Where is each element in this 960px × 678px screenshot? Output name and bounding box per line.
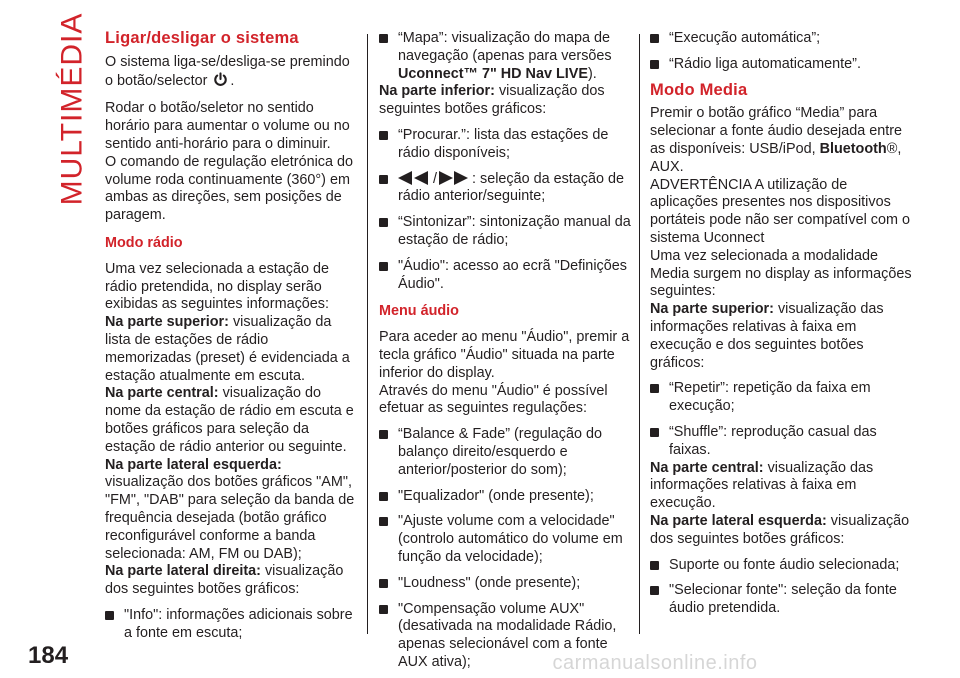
square-bullet-icon <box>650 384 659 393</box>
list-item: / : seleção da estação de rádio anterior/seguinte; <box>379 171 631 207</box>
square-bullet-icon <box>379 605 388 614</box>
square-bullet-icon <box>379 517 388 526</box>
square-bullet-icon <box>379 579 388 588</box>
list-item: “Execução automática”; <box>650 30 912 48</box>
list-item: "Ajuste volume com a velocidade" (controlo automático do volume em função da velocidade); <box>379 513 631 566</box>
heading-ligar-desligar: Ligar/desligar o sistema <box>105 29 299 47</box>
next-station-icon <box>437 171 469 185</box>
list-item: "Equalizador" (onde presente); <box>379 488 631 506</box>
column-1 <box>105 30 355 647</box>
section-title-vertical: MULTIMÉDIA <box>55 12 89 206</box>
square-bullet-icon <box>650 34 659 43</box>
paragraph-menu-access: Para aceder ao menu "Áudio", premir a tecla gráfico "Áudio" situada na parte inferior do display. <box>379 329 630 381</box>
radio-left-info: Na parte lateral esquerda: visualização dos botões gráficos "AM", "FM", "DAB" para seleção da banda de frequência desejada (botão gráfico reconfigurável conforme a banda selecionada: AM, FM ou DAB); <box>105 456 355 562</box>
radio-center-info: Na parte central: visualização do nome da estação de rádio em escuta e botões gráficos para seleção da estação de rádio anterior ou seguinte. <box>105 385 354 455</box>
column-3 <box>650 30 912 622</box>
column-2 <box>379 30 631 676</box>
list-item: "Info": informações adicionais sobre a fonte em escuta; <box>105 607 355 643</box>
radio-top-info: Na parte superior: visualização da lista de estações de rádio memorizadas (preset) é evidenciada a estação atualmente em escuta. <box>105 314 350 384</box>
square-bullet-icon <box>650 586 659 595</box>
paragraph-volume: Rodar o botão/seletor no sentido horário para aumentar o volume ou no sentido anti-horário para o diminuir. <box>105 100 350 152</box>
media-center-info: Na parte central: visualização das informações relativas à faixa em execução. <box>650 459 874 512</box>
list-item: “Rádio liga automaticamente”. <box>650 56 912 74</box>
paragraph-media-warning: ADVERTÊNCIA A utilização de aplicações presentes nos dispositivos portáteis pode não ser compatível com o sistema Uconnect <box>650 176 910 246</box>
square-bullet-icon <box>105 611 114 620</box>
list-item: "Áudio": acesso ao ecrã "Definições Áudio". <box>379 258 631 294</box>
list-item: Suporte ou fonte áudio selecionada; <box>650 557 912 575</box>
list-item: “Shuffle”: reprodução casual das faixas. <box>650 424 912 460</box>
square-bullet-icon <box>379 131 388 140</box>
paragraph-power: O sistema liga-se/desliga-se premindo o botão/selector . <box>105 54 355 93</box>
square-bullet-icon <box>379 492 388 501</box>
power-icon <box>213 72 228 93</box>
previous-station-icon <box>398 171 430 185</box>
square-bullet-icon <box>379 218 388 227</box>
list-item: "Selecionar fonte": seleção da fonte áudio pretendida. <box>650 582 912 618</box>
heading-modo-media: Modo Media <box>650 80 748 99</box>
heading-menu-audio: Menu áudio <box>379 303 459 320</box>
square-bullet-icon <box>379 430 388 439</box>
square-bullet-icon <box>379 175 388 184</box>
list-item: "Compensação volume AUX" (desativada na modalidade Rádio, apenas selecionável com a fonte AUX ativa); <box>379 601 631 672</box>
radio-right-info: Na parte lateral direita: visualização dos seguintes botões gráficos: <box>105 563 344 598</box>
media-top-info: Na parte superior: visualização das informações relativas à faixa em execução e dos seguintes botões gráficos: <box>650 301 884 371</box>
column-divider-1 <box>367 34 368 634</box>
list-item: “Balance & Fade” (regulação do balanço direito/esquerdo e anterior/posterior do som); <box>379 426 631 479</box>
media-left-info: Na parte lateral esquerda: visualização dos seguintes botões gráficos: <box>650 512 910 547</box>
paragraph-volume-control: O comando de regulação eletrónica do volume roda continuamente (360°) em ambas as direções, sem posições de paragem. <box>105 153 353 224</box>
square-bullet-icon <box>379 34 388 43</box>
square-bullet-icon <box>650 60 659 69</box>
column-divider-2 <box>639 34 640 634</box>
paragraph-menu-options: Através do menu "Áudio" é possível efetuar as seguintes regulações: <box>379 382 608 417</box>
footer-watermark: carmanualsonline.info <box>552 652 758 674</box>
radio-bottom-info: Na parte inferior: visualização dos seguintes botões gráficos: <box>379 83 605 118</box>
square-bullet-icon <box>650 561 659 570</box>
square-bullet-icon <box>379 262 388 271</box>
list-item: "Loudness" (onde presente); <box>379 575 631 593</box>
list-item: “Procurar.”: lista das estações de rádio disponíveis; <box>379 127 631 163</box>
list-item: “Repetir”: repetição da faixa em execução; <box>650 380 912 416</box>
list-item: “Sintonizar”: sintonização manual da estação de rádio; <box>379 214 631 250</box>
paragraph-media-info: Uma vez selecionada a modalidade Media surgem no display as informações seguintes: <box>650 247 912 300</box>
square-bullet-icon <box>650 428 659 437</box>
paragraph-media-select: Premir o botão gráfico “Media” para selecionar a fonte áudio desejada entre as disponíveis: USB/iPod, Bluetooth®, AUX. <box>650 105 903 175</box>
section-side-label <box>52 12 92 206</box>
list-item: “Mapa”: visualização do mapa de navegação (apenas para versões Uconnect™ 7" HD Nav LIVE). <box>379 30 631 83</box>
heading-modo-radio: Modo rádio <box>105 234 183 251</box>
page-number: 184 <box>28 642 69 669</box>
paragraph-radio-intro: Uma vez selecionada a estação de rádio pretendida, no display serão exibidas as seguintes informações: <box>105 260 329 313</box>
